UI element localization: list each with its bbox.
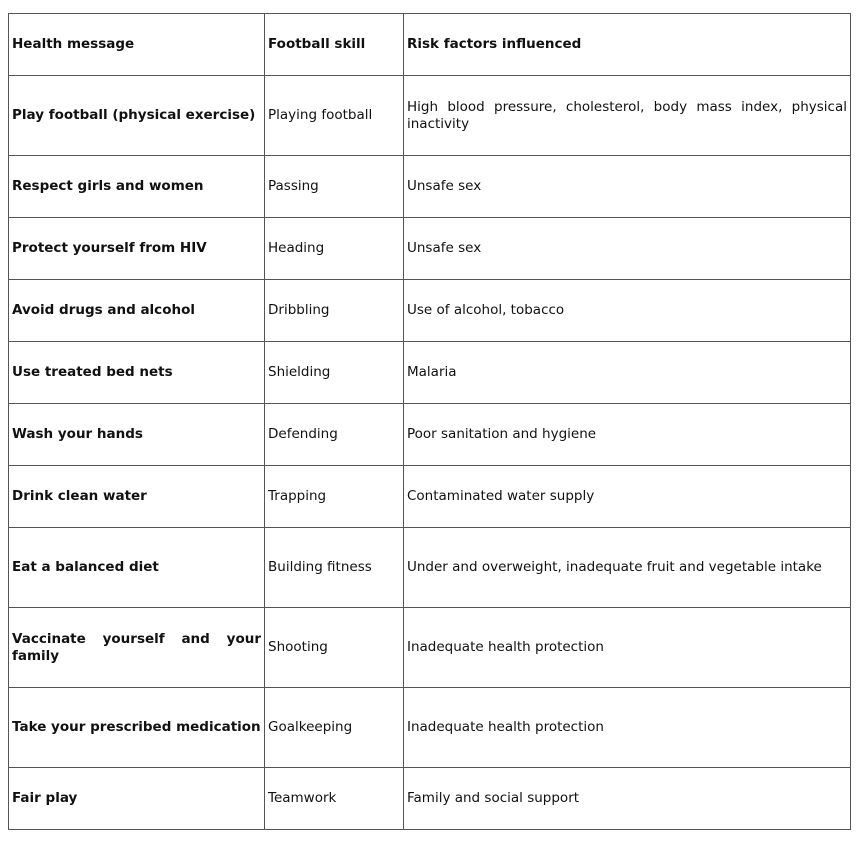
table-row (9, 768, 851, 830)
football-skill-cell: Heading (265, 218, 404, 280)
football-skill-cell: Dribbling (265, 280, 404, 342)
risk-factors-cell: Under and overweight, inadequate fruit and vegetable intake (404, 528, 851, 608)
table-row (9, 608, 851, 688)
risk-factors-cell: Inadequate health protection (404, 688, 851, 768)
health-message-cell: Wash your hands (9, 404, 265, 466)
table-header-row (9, 14, 851, 76)
football-skill-cell: Shooting (265, 608, 404, 688)
football-skill-cell: Goalkeeping (265, 688, 404, 768)
table-row (9, 218, 851, 280)
table-row (9, 466, 851, 528)
table-row (9, 528, 851, 608)
football-skill-cell: Teamwork (265, 768, 404, 830)
football-skill-cell: Building fitness (265, 528, 404, 608)
table-row (9, 156, 851, 218)
health-message-cell: Vaccinate yourself and your family (9, 608, 265, 688)
table-row (9, 404, 851, 466)
risk-factors-cell: Inadequate health protection (404, 608, 851, 688)
risk-factors-cell: Unsafe sex (404, 156, 851, 218)
risk-factors-cell: Poor sanitation and hygiene (404, 404, 851, 466)
football-skill-cell: Passing (265, 156, 404, 218)
risk-factors-cell: Use of alcohol, tobacco (404, 280, 851, 342)
risk-factors-cell: High blood pressure, cholesterol, body mass index, physical inactivity (404, 76, 851, 156)
table-row (9, 76, 851, 156)
table-row (9, 280, 851, 342)
table-row (9, 688, 851, 768)
health-message-cell: Respect girls and women (9, 156, 265, 218)
football-skill-cell: Defending (265, 404, 404, 466)
column-header-football-skill: Football skill (265, 14, 404, 76)
table-row (9, 342, 851, 404)
health-message-cell: Use treated bed nets (9, 342, 265, 404)
health-message-cell: Drink clean water (9, 466, 265, 528)
column-header-risk-factors: Risk factors influenced (404, 14, 851, 76)
football-skill-cell: Playing football (265, 76, 404, 156)
health-message-cell: Fair play (9, 768, 265, 830)
health-message-cell: Take your prescribed medication (9, 688, 265, 768)
risk-factors-cell: Malaria (404, 342, 851, 404)
health-message-cell: Protect yourself from HIV (9, 218, 265, 280)
health-messages-table (8, 13, 851, 830)
football-skill-cell: Shielding (265, 342, 404, 404)
health-message-cell: Eat a balanced diet (9, 528, 265, 608)
health-message-cell: Avoid drugs and alcohol (9, 280, 265, 342)
risk-factors-cell: Family and social support (404, 768, 851, 830)
risk-factors-cell: Unsafe sex (404, 218, 851, 280)
risk-factors-cell: Contaminated water supply (404, 466, 851, 528)
column-header-health-message: Health message (9, 14, 265, 76)
health-message-cell: Play football (physical exercise) (9, 76, 265, 156)
football-skill-cell: Trapping (265, 466, 404, 528)
